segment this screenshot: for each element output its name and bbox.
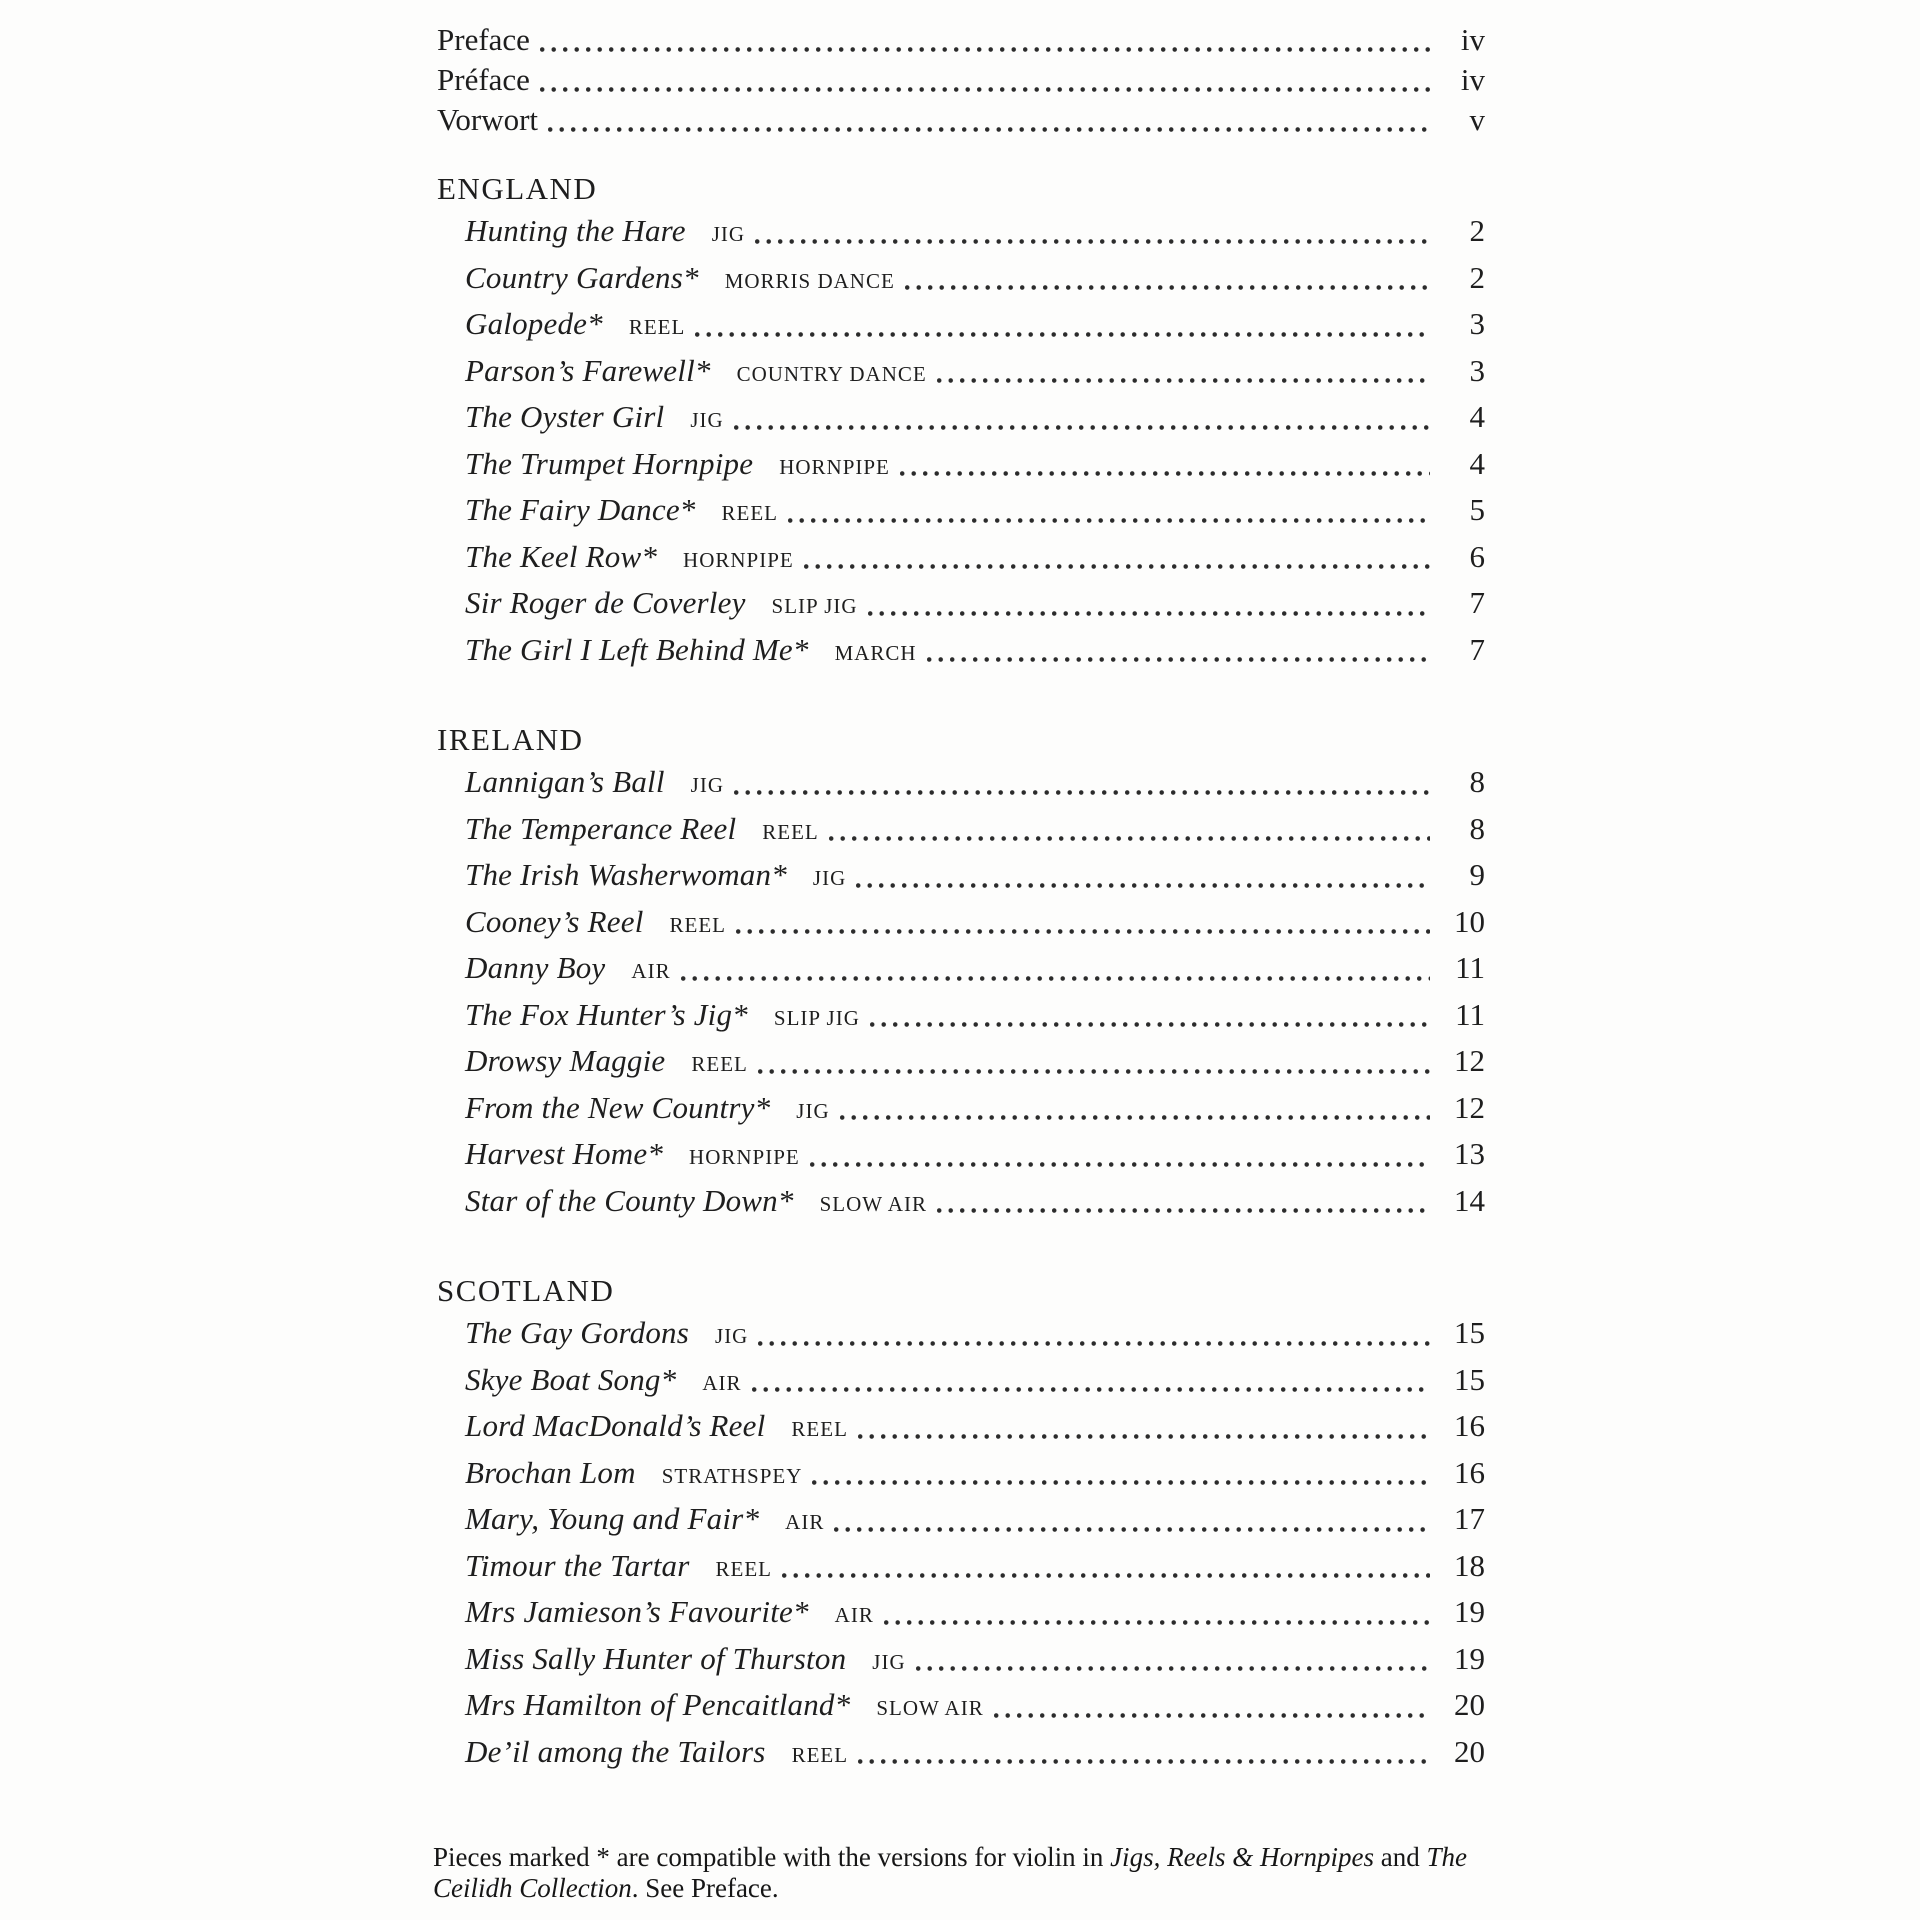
dot-leader — [829, 836, 1430, 841]
tune-title: Harvest Home* — [465, 1136, 664, 1171]
front-matter-row — [437, 20, 1485, 60]
dot-leader — [548, 127, 1430, 132]
front-matter-title: Vorwort — [437, 102, 539, 137]
tune-title: Star of the County Down* — [465, 1182, 794, 1218]
dot-leader — [734, 790, 1430, 795]
dot-leader — [870, 1022, 1430, 1027]
tune-genre: REEL — [669, 912, 727, 937]
tune-genre: AIR — [702, 1370, 742, 1395]
front-matter-row — [437, 60, 1485, 100]
page-number: 19 — [1454, 1640, 1485, 1676]
toc-entry-row — [437, 992, 1485, 1039]
section-heading: ENGLAND — [437, 171, 598, 206]
dot-leader — [840, 1115, 1430, 1120]
tune-title: Lannigan’s Ball — [465, 764, 665, 799]
page-number: 8 — [1469, 810, 1485, 846]
tune-genre: JIG — [715, 1324, 749, 1348]
tune-title: Sir Roger de Coverley — [465, 585, 746, 620]
front-matter-list — [437, 20, 1485, 140]
tune-title: Lord MacDonald’s Reel — [465, 1408, 766, 1443]
toc-entry-row — [437, 759, 1485, 806]
footnote-segment: Pieces marked * are compatible with the versions for violin in — [433, 1842, 1111, 1872]
tune-genre: HORNPIPE — [683, 547, 794, 572]
page-number: 6 — [1469, 538, 1485, 574]
tune-title: Mary, Young and Fair* — [465, 1501, 760, 1536]
toc-entry-row — [437, 1038, 1485, 1085]
toc-entry-row — [437, 1589, 1485, 1636]
tune-title: The Irish Washerwoman* — [465, 857, 787, 892]
tune-genre: SLIP JIG — [771, 594, 858, 618]
page-number: 3 — [1469, 352, 1485, 388]
footnote-segment: . See Preface. — [631, 1872, 779, 1903]
tune-genre: JIG — [812, 866, 847, 890]
toc-entry-row — [437, 945, 1485, 992]
tune-genre: JIG — [711, 222, 746, 246]
tune-genre: REEL — [721, 501, 778, 525]
section-entries — [437, 1310, 1485, 1775]
dot-leader — [937, 1208, 1430, 1213]
front-matter-row — [437, 100, 1485, 140]
tune-title: Galopede* — [465, 306, 603, 341]
page-number: 16 — [1454, 1454, 1485, 1490]
page-number: 4 — [1469, 445, 1485, 481]
toc-entry-row — [437, 580, 1485, 627]
page-number: iv — [1460, 62, 1485, 97]
tune-genre: REEL — [791, 1417, 848, 1441]
tune-title: Country Gardens* — [465, 259, 699, 295]
page-number: 11 — [1455, 950, 1485, 985]
tune-title: Timour the Tartar — [465, 1547, 690, 1583]
toc-entry-row — [437, 1682, 1485, 1729]
footnote-segment: and — [1374, 1842, 1427, 1872]
page-number: iv — [1460, 22, 1485, 57]
toc-entry-row — [437, 1450, 1485, 1497]
footnote-segment: Ceilidh Collection — [433, 1872, 632, 1903]
front-matter-title: Préface — [437, 62, 530, 97]
page-number: 5 — [1469, 492, 1485, 527]
dot-leader — [927, 657, 1430, 662]
tune-genre: AIR — [834, 1603, 874, 1627]
page-number: 19 — [1454, 1594, 1485, 1629]
dot-leader — [758, 1341, 1430, 1346]
page-number: 18 — [1454, 1547, 1485, 1583]
dot-leader — [734, 425, 1430, 430]
page-number: 2 — [1469, 213, 1485, 248]
tune-genre: REEL — [691, 1052, 748, 1076]
page-number: 9 — [1469, 857, 1485, 892]
dot-leader — [858, 1434, 1430, 1439]
page-number: 11 — [1455, 996, 1485, 1032]
toc-entry-row — [437, 534, 1485, 581]
page-number: 15 — [1454, 1361, 1485, 1397]
page-number: 10 — [1454, 903, 1485, 939]
tune-genre: REEL — [628, 315, 686, 339]
toc-entry-row — [437, 1403, 1485, 1450]
tune-genre: SLOW AIR — [876, 1696, 984, 1720]
tune-title: The Trumpet Hornpipe — [465, 445, 754, 481]
toc-entry-row — [437, 1543, 1485, 1590]
footnote-line — [433, 1842, 1553, 1873]
tune-title: The Keel Row* — [465, 538, 658, 574]
dot-leader — [788, 518, 1430, 523]
toc-entry-row — [437, 487, 1485, 534]
tune-title: The Girl I Left Behind Me* — [465, 631, 809, 667]
dot-leader — [994, 1713, 1430, 1718]
dot-leader — [540, 87, 1430, 92]
tune-genre: COUNTRY DANCE — [736, 361, 927, 386]
page-number: 13 — [1454, 1136, 1485, 1171]
toc-entry-row — [437, 852, 1485, 899]
page-number: 4 — [1469, 399, 1485, 434]
page-number: 12 — [1454, 1089, 1485, 1125]
dot-leader — [858, 1759, 1430, 1764]
section-entries — [437, 759, 1485, 1224]
dot-leader — [758, 1069, 1430, 1074]
tune-genre: REEL — [715, 1556, 773, 1581]
tune-genre: HORNPIPE — [779, 454, 890, 479]
tune-title: The Temperance Reel — [465, 810, 737, 846]
toc-entry-row — [437, 1310, 1485, 1357]
page-number: 7 — [1469, 631, 1485, 667]
tune-genre: STRATHSPEY — [661, 1463, 803, 1488]
page-number: 17 — [1454, 1501, 1485, 1536]
section-heading: IRELAND — [437, 722, 584, 757]
footnote-line — [433, 1873, 1553, 1904]
toc-section — [437, 1271, 1485, 1775]
toc-entry-row — [437, 255, 1485, 302]
dot-leader — [916, 1666, 1430, 1671]
dot-leader — [905, 285, 1430, 290]
toc-entry-row — [437, 627, 1485, 674]
dot-leader — [540, 47, 1430, 52]
toc-entry-row — [437, 899, 1485, 946]
dot-leader — [810, 1162, 1430, 1167]
dot-leader — [812, 1480, 1430, 1485]
page-number: 3 — [1469, 306, 1485, 341]
page-number: 20 — [1454, 1687, 1485, 1722]
dot-leader — [900, 471, 1430, 476]
tune-title: Miss Sally Hunter of Thurston — [465, 1640, 847, 1676]
dot-leader — [834, 1527, 1430, 1532]
tune-title: From the New Country* — [465, 1089, 771, 1125]
toc-entry-row — [437, 806, 1485, 853]
tune-genre: AIR — [631, 959, 671, 983]
page-number: 8 — [1469, 764, 1485, 799]
tune-title: The Fairy Dance* — [465, 492, 696, 527]
tune-genre: JIG — [690, 408, 724, 432]
tune-title: The Fox Hunter’s Jig* — [465, 996, 748, 1032]
toc-entry-row — [437, 1357, 1485, 1404]
tune-title: The Gay Gordons — [465, 1315, 690, 1350]
toc-entry-row — [437, 301, 1485, 348]
dot-leader — [681, 976, 1430, 981]
dot-leader — [884, 1620, 1430, 1625]
tune-genre: REEL — [762, 819, 819, 844]
tune-title: Skye Boat Song* — [465, 1361, 677, 1397]
toc-section — [437, 720, 1485, 1224]
dot-leader — [868, 611, 1430, 616]
toc-entry-row — [437, 1496, 1485, 1543]
page-number: 2 — [1469, 259, 1485, 295]
tune-genre: SLOW AIR — [819, 1191, 927, 1216]
dot-leader — [937, 378, 1430, 383]
front-matter-title: Preface — [437, 22, 530, 57]
tune-genre: HORNPIPE — [689, 1145, 800, 1169]
toc-section — [437, 169, 1485, 673]
tune-genre: MORRIS DANCE — [724, 268, 895, 293]
toc-entry-row — [437, 1636, 1485, 1683]
dot-leader — [736, 929, 1430, 934]
tune-title: Cooney’s Reel — [465, 903, 644, 939]
tune-title: Mrs Jamieson’s Favourite* — [465, 1594, 809, 1629]
tune-title: Drowsy Maggie — [465, 1043, 666, 1078]
tune-title: The Oyster Girl — [465, 399, 665, 434]
tune-title: Parson’s Farewell* — [465, 352, 711, 388]
page-number: 7 — [1469, 585, 1485, 620]
section-heading: SCOTLAND — [437, 1273, 615, 1308]
page-number: v — [1469, 102, 1485, 137]
tune-title: Danny Boy — [465, 950, 606, 985]
page-number: 15 — [1454, 1315, 1485, 1350]
toc-entry-row — [437, 208, 1485, 255]
tune-title: Brochan Lom — [465, 1454, 636, 1490]
section-entries — [437, 208, 1485, 673]
toc-entry-row — [437, 1131, 1485, 1178]
footnote — [433, 1842, 1553, 1903]
tune-genre: JIG — [690, 773, 724, 797]
tune-genre: JIG — [796, 1098, 830, 1123]
dot-leader — [782, 1573, 1430, 1578]
tune-title: Hunting the Hare — [465, 213, 686, 248]
page-number: 12 — [1454, 1043, 1485, 1078]
dot-leader — [755, 239, 1430, 244]
page-number: 16 — [1454, 1408, 1485, 1443]
tune-genre: REEL — [791, 1742, 849, 1767]
footnote-segment: Jigs, Reels & Hornpipes — [1110, 1842, 1375, 1872]
tune-title: De’il among the Tailors — [465, 1733, 766, 1769]
dot-leader — [804, 564, 1430, 569]
tune-title: Mrs Hamilton of Pencaitland* — [465, 1687, 851, 1722]
dot-leader — [752, 1387, 1431, 1392]
page-number: 20 — [1454, 1733, 1485, 1769]
toc-entry-row — [437, 1729, 1485, 1776]
toc-entry-row — [437, 1085, 1485, 1132]
tune-genre: MARCH — [834, 640, 917, 665]
page-number: 14 — [1454, 1182, 1485, 1218]
toc-entry-row — [437, 441, 1485, 488]
tune-genre: SLIP JIG — [773, 1005, 860, 1030]
tune-genre: JIG — [872, 1649, 906, 1674]
dot-leader — [856, 883, 1430, 888]
dot-leader — [695, 332, 1430, 337]
tune-genre: AIR — [785, 1510, 825, 1534]
toc-entry-row — [437, 1178, 1485, 1225]
toc-entry-row — [437, 348, 1485, 395]
footnote-segment: The — [1426, 1842, 1468, 1872]
toc-entry-row — [437, 394, 1485, 441]
